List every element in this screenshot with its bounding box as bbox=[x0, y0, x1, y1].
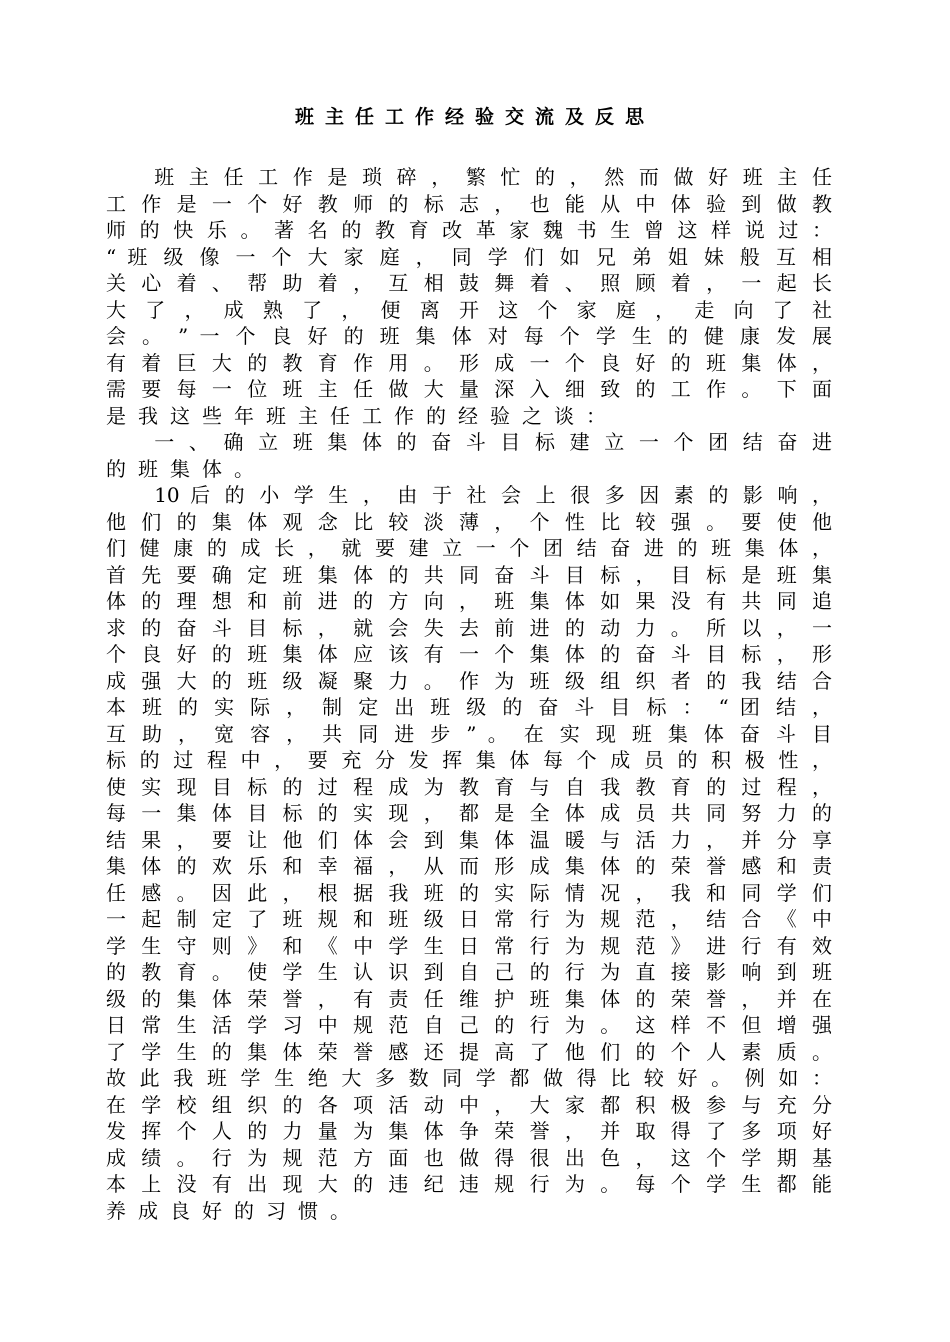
text-line: 大 了 ， 成 熟 了 ， 便 离 开 这 个 家 庭 ， 走 向 了 社 bbox=[106, 297, 832, 322]
text-line: 故 此 我 班 学 生 绝 大 多 数 同 学 都 做 得 比 较 好 。 例 如 ： bbox=[106, 1066, 832, 1090]
text-line: 需 要 每 一 位 班 主 任 做 大 量 深 入 细 致 的 工 作 。 下 面 bbox=[106, 377, 832, 401]
text-line: 学 生 守 则 》 和 《 中 学 生 日 常 行 为 规 范 》 进 行 有 效 bbox=[106, 933, 832, 958]
text-line: 使 实 现 目 标 的 过 程 成 为 教 育 与 自 我 教 育 的 过 程 ， bbox=[106, 774, 832, 799]
text-line: 关 心 着 、 帮 助 着 ， 互 相 鼓 舞 着 、 照 顾 着 ， 一 起 长 bbox=[106, 271, 832, 295]
text-line: 会 。 ” 一 个 良 好 的 班 集 体 对 每 个 学 生 的 健 康 发 展 bbox=[106, 324, 832, 348]
text-line: 互 助 ， 宽 容 ， 共 同 进 步 ” 。 在 实 现 班 集 体 奋 斗 目 bbox=[106, 721, 832, 746]
text-line: 个 良 好 的 班 集 体 应 该 有 一 个 集 体 的 奋 斗 目 标 ， 形 bbox=[106, 642, 832, 666]
text-line: 本 上 没 有 出 现 大 的 违 纪 违 规 行 为 。 每 个 学 生 都 能 bbox=[106, 1172, 832, 1196]
text-line: 级 的 集 体 荣 誉 ， 有 责 任 维 护 班 集 体 的 荣 誉 ， 并 在 bbox=[106, 986, 832, 1011]
text-line: 班 主 任 工 作 是 琐 碎 ， 繁 忙 的 ， 然 而 做 好 班 主 任 bbox=[106, 165, 832, 189]
text-line: 集 体 的 欢 乐 和 幸 福 ， 从 而 形 成 集 体 的 荣 誉 感 和 责 bbox=[106, 854, 832, 878]
text-line: 首 先 要 确 定 班 集 体 的 共 同 奋 斗 目 标 ， 目 标 是 班 集 bbox=[106, 562, 832, 587]
text-line: 体 的 理 想 和 前 进 的 方 向 ， 班 集 体 如 果 没 有 共 同 追 bbox=[106, 589, 832, 613]
document-body bbox=[106, 164, 832, 1224]
text-line: 求 的 奋 斗 目 标 ， 就 会 失 去 前 进 的 动 力 。 所 以 ， 一 bbox=[106, 615, 832, 640]
text-line: 是我这些年班主任工作的经验之谈： bbox=[106, 403, 618, 428]
text-line: 结 果 ， 要 让 他 们 体 会 到 集 体 温 暖 与 活 力 ， 并 分 享 bbox=[106, 827, 832, 852]
text-line: 的班集体。 bbox=[106, 456, 266, 481]
text-line: 每 一 集 体 目 标 的 实 现 ， 都 是 全 体 成 员 共 同 努 力 的 bbox=[106, 801, 832, 825]
text-line: 成 绩 。 行 为 规 范 方 面 也 做 得 很 出 色 ， 这 个 学 期 基 bbox=[106, 1145, 832, 1170]
text-line: 本 班 的 实 际 ， 制 定 出 班 级 的 奋 斗 目 标 ： “ 团 结 ， bbox=[106, 695, 832, 719]
text-line: 任 感 。 因 此 ， 根 据 我 班 的 实 际 情 况 ， 我 和 同 学 们 bbox=[106, 880, 832, 905]
document-title: 班主任工作经验交流及反思 bbox=[294, 106, 655, 128]
text-line: 发 挥 个 人 的 力 量 为 集 体 争 荣 誉 ， 并 取 得 了 多 项 好 bbox=[106, 1119, 832, 1143]
text-line: 的 教 育 。 使 学 生 认 识 到 自 己 的 行 为 直 接 影 响 到 班 bbox=[106, 960, 832, 984]
text-line: “ 班 级 像 一 个 大 家 庭 ， 同 学 们 如 兄 弟 姐 妹 般 互 相 bbox=[106, 244, 832, 269]
text-line: 有 着 巨 大 的 教 育 作 用 。 形 成 一 个 良 好 的 班 集 体 ， bbox=[106, 350, 832, 375]
text-line: 养成良好的习惯。 bbox=[106, 1198, 362, 1223]
text-line: 一 起 制 定 了 班 规 和 班 级 日 常 行 为 规 范 ， 结 合 《 中 bbox=[106, 907, 832, 931]
text-line: 们 健 康 的 成 长 ， 就 要 建 立 一 个 团 结 奋 进 的 班 集 体 ， bbox=[106, 536, 832, 560]
text-line: 一 、 确 立 班 集 体 的 奋 斗 目 标 建 立 一 个 团 结 奋 进 bbox=[106, 430, 832, 454]
text-line: 他 们 的 集 体 观 念 比 较 淡 薄 ， 个 性 比 较 强 。 要 使 他 bbox=[106, 509, 832, 534]
text-line: 在 学 校 组 织 的 各 项 活 动 中 ， 大 家 都 积 极 参 与 充 分 bbox=[106, 1092, 832, 1117]
text-line: 标 的 过 程 中 ， 要 充 分 发 挥 集 体 每 个 成 员 的 积 极 性 ， bbox=[106, 748, 832, 772]
text-line: 日 常 生 活 学 习 中 规 范 自 己 的 行 为 。 这 样 不 但 增 强 bbox=[106, 1013, 832, 1037]
text-line: 了 学 生 的 集 体 荣 誉 感 还 提 高 了 他 们 的 个 人 素 质 。 bbox=[106, 1039, 832, 1064]
text-line: 成 强 大 的 班 级 凝 聚 力 。 作 为 班 级 组 织 者 的 我 结 合 bbox=[106, 668, 832, 693]
text-line: 工 作 是 一 个 好 教 师 的 标 志 ， 也 能 从 中 体 验 到 做 教 bbox=[106, 191, 832, 216]
text-line: 10 后 的 小 学 生 ， 由 于 社 会 上 很 多 因 素 的 影 响 ， bbox=[106, 483, 832, 507]
text-line: 师 的 快 乐 。 著 名 的 教 育 改 革 家 魏 书 生 曾 这 样 说 过 ： bbox=[106, 218, 832, 242]
